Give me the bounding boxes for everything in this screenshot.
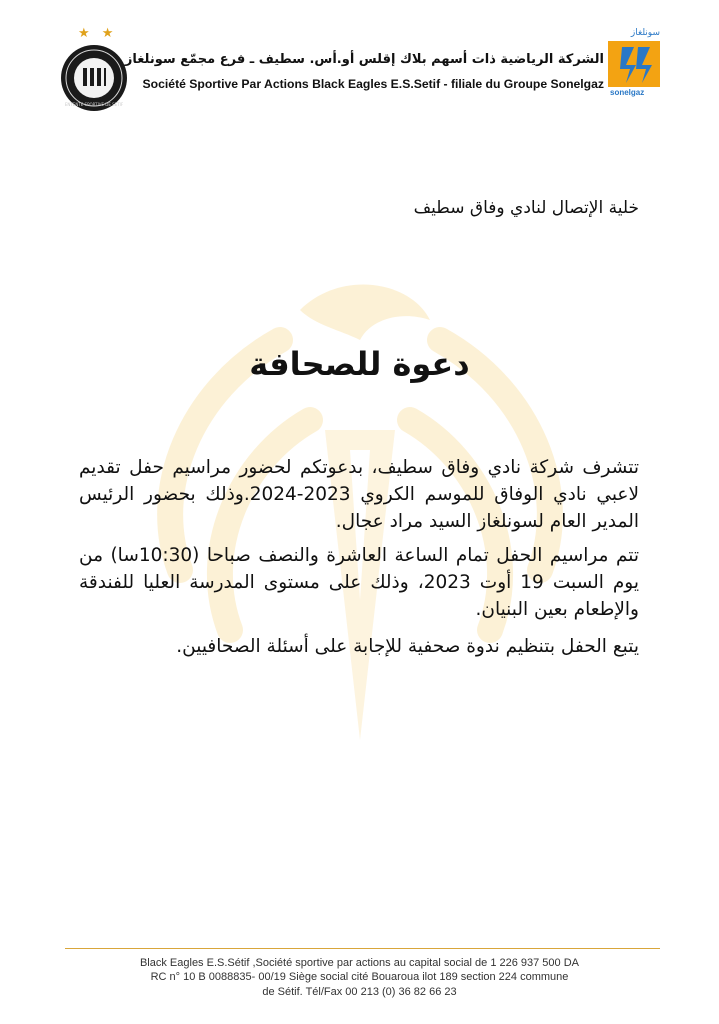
footer-line: RC n° 10 B 0088835- 00/19 Siège social cité Bouaroua ilot 189 section 224 commune <box>150 971 569 984</box>
club-stars: ★ ★ <box>78 26 118 41</box>
issuer-cell: خلية الإتصال لنادي وفاق سطيف <box>413 198 639 218</box>
footer-line: Black Eagles E.S.Sétif ,Société sportive par actions au capital social de 1 226 937 500 DA <box>139 957 580 969</box>
paragraph: تتشرف شركة نادي وفاق سطيف، بدعوتكم لحضور مراسيم حفل تقديم لاعبي نادي الوفاق للموسم الكروي 2023-2024.وذلك بحضور الرئيس المدير العام لسونلغاز السيد مراد عجال. <box>79 457 640 532</box>
sonelgaz-arabic-label: سونلغاز <box>630 28 660 38</box>
sonelgaz-emblem <box>608 41 660 87</box>
invitation-body <box>79 455 639 669</box>
sonelgaz-logo <box>606 28 662 98</box>
footer-divider <box>65 948 660 949</box>
footer <box>0 956 719 999</box>
company-title-arabic: الشركة الرياضية ذات أسهم بلاك إقلس أو.أس. سطيف ـ فرع مجمّع سونلغاز <box>124 52 604 67</box>
paragraph: تتم مراسيم الحفل تمام الساعة العاشرة والنصف صباحا (10:30سا) من يوم السبت 19 أوت 2023، وذلك على مستوى المدرسة العليا للفندقة والإطعام بعين البنيان. <box>79 545 639 621</box>
sonelgaz-latin-label: sonelgaz <box>610 88 645 97</box>
footer-line: de Sétif. Tél/Fax 00 213 (0) 36 82 66 23 <box>262 985 457 998</box>
club-logo-text: ENTENTE SPORTIVE DE SETIF <box>64 102 124 107</box>
club-logo <box>60 44 128 112</box>
paragraph: يتبع الحفل بتنظيم ندوة صحفية للإجابة على أسئلة الصحافيين. <box>176 635 639 657</box>
company-title-french: Société Sportive Par Actions Black Eagles E.S.Setif - filiale du Groupe Sonelgaz <box>142 77 604 91</box>
page-title: دعوة للصحافة <box>249 345 470 383</box>
letterhead <box>0 0 719 110</box>
